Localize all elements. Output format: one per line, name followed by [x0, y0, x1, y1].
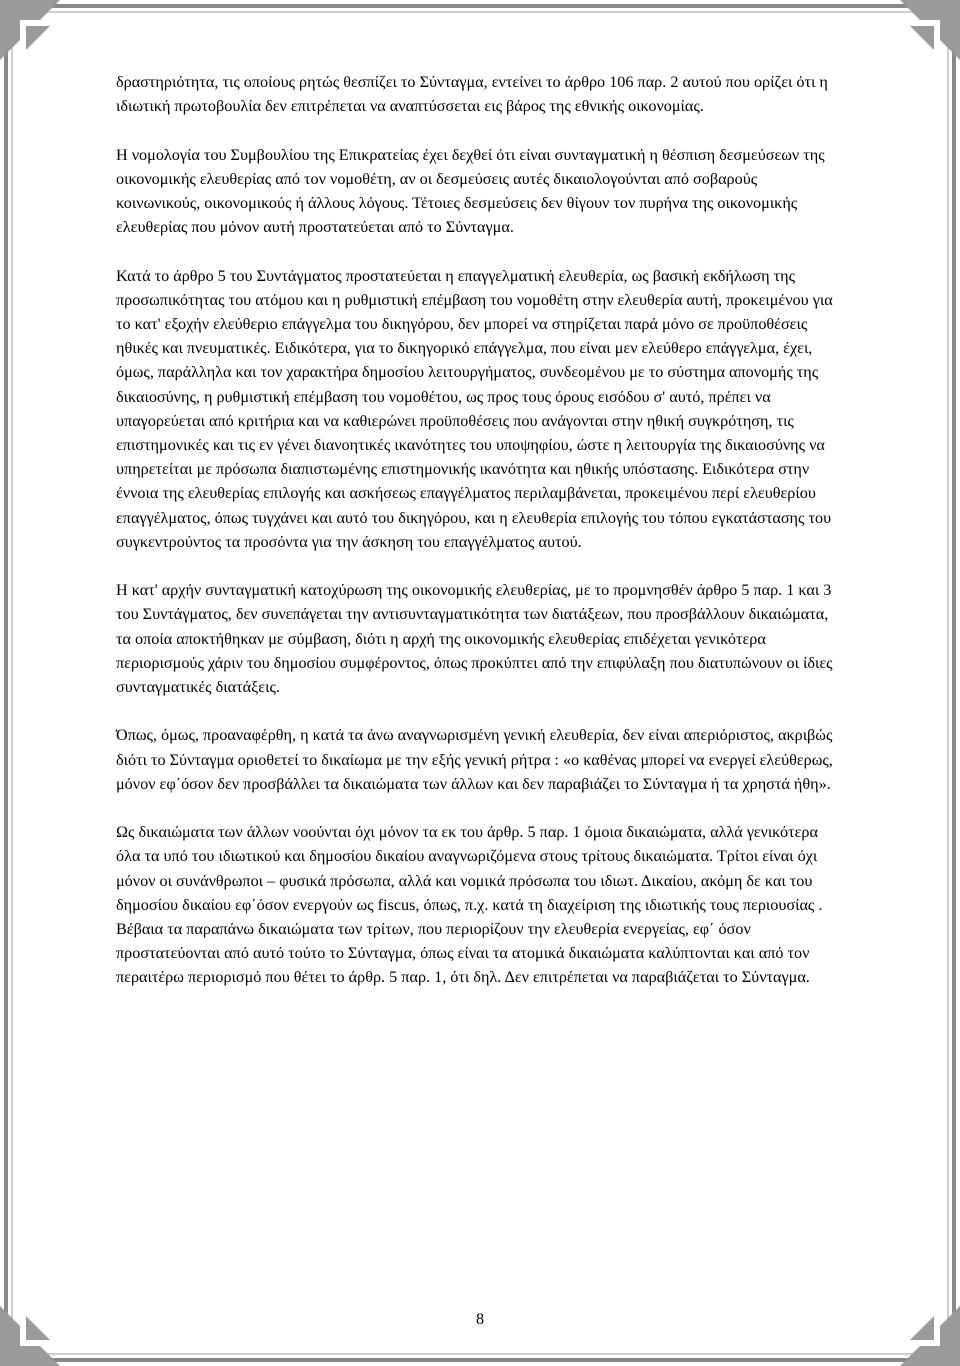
- corner-ornament-top-left: [0, 0, 60, 60]
- page-number: 8: [475, 1310, 485, 1328]
- paragraph-1: δραστηριότητα, τις οποίους ρητώς θεσπίζει το Σύνταγμα, εντείνει το άρθρο 106 παρ. 2 αυτού που ορίζει ότι η ιδιωτική πρωτοβουλία δεν επιτρέπεται να αναπτύσσεται εις βάρος της εθνικής οικονομίας.: [116, 73, 828, 116]
- corner-ornament-top-right: [900, 0, 960, 60]
- paragraph-2: Η νομολογία του Συμβουλίου της Επικρατείας έχει δεχθεί ότι είναι συνταγματική η θέσπιση δεσμεύσεων της οικονομικής ελευθερίας από τον νομοθέτη, αν οι δεσμεύσεις αυτές δικαιολογούνται από σοβαρούς κοινωνικούς, οικονομικούς ή άλλους λόγους. Τέτοιες δεσμεύσεις δεν θίγουν τον πυρήνα της οικονομικής ελευθερίας που μόνον αυτή προστατεύεται από το Σύνταγμα.: [116, 145, 825, 237]
- paragraph-3: Κατά το άρθρο 5 του Συντάγματος προστατεύεται η επαγγελματική ελευθερία, ως βασική εκδήλωση της προσωπικότητας του ατόμου και η ρυθμιστική επέμβαση του νομοθέτη στην ελευθερία αυτή, προκειμένου για το κατ' εξοχήν ελεύθεριο επάγγελμα του δικηγόρου, δεν μπορεί να στηρίζεται παρά μόνο σε προϋποθέσεις ηθικές και πνευματικές. Ειδικότερα, για το δικηγορικό επάγγελμα, που είναι μεν ελεύθερο επάγγελμα, έχει, όμως, παράλληλα και τον χαρακτήρα δημοσίου λειτουργήματος, συνδεομένου με το σύστημα απονομής της δικαιοσύνης, η ρυθμιστική επέμβαση του νομοθέτου, ως προς τους όρους εισόδου σ' αυτό, πρέπει να υπαγορεύεται από κριτήρια και να καθιερώνει προϋποθέσεις που ανάγονται στην ηθική συγκρότηση, τις επιστημονικές και τις εν γένει διανοητικές ικανότητες του υποψηφίου, ώστε η λειτουργία της δικαιοσύνης να υπηρετείται με πρόσωπα διαπιστωμένης επιστημονικής ικανότητα και ηθικής υπόστασης. Ειδικότερα στην έννοια της ελευθερίας επιλογής και ασκήσεως επαγγέλματος περιλαμβάνεται, προκειμένου περί ελευθερίου επαγγέλματος, όπως τυγχάνει και αυτό του δικηγόρου, και η ελευθερία επιλογής του τόπου εγκατάστασης του συγκεντρούντος τα προσόντα για την άσκηση του επαγγέλματος αυτού.: [116, 266, 833, 551]
- paragraph-4: Η κατ' αρχήν συνταγματική κατοχύρωση της οικονομικής ελευθερίας, με το προμνησθέν άρθρο 5 παρ. 1 και 3 του Συντάγματος, δεν συνεπάγεται την αντισυνταγματικότητα των διατάξεων, που προσβάλλουν δικαιώματα, τα οποία αποκτήθηκαν με σύμβαση, διότι η αρχή της οικονομικής ελευθερίας επιδέχεται γενικότερα περιορισμούς χάριν του δημοσίου συμφέροντος, όπως προκύπτει από την επιφύλαξη που διατυπώνουν οι ίδιες συνταγματικές διατάξεις.: [116, 581, 833, 697]
- document-body: [116, 70, 844, 1014]
- paragraph-5: Όπως, όμως, προαναφέρθη, η κατά τα άνω αναγνωρισμένη γενική ελευθερία, δεν είναι απεριόριστος, ακριβώς διότι το Σύνταγμα οριοθετεί το δικαίωμα με την εξής γενική ρήτρα : «ο καθένας μπορεί να ενεργεί ελεύθερως, μόνον εφ΄όσον δεν προσβάλλει τα δικαιώματα των άλλων και δεν παραβιάζει το Σύνταγμα ή τα χρηστά ήθη».: [116, 726, 833, 793]
- paragraph-6: Ως δικαιώματα των άλλων νοούνται όχι μόνον τα εκ του άρθρ. 5 παρ. 1 όμοια δικαιώματα, αλλά γενικότερα όλα τα υπό του ιδιωτικού και δημοσίου δικαίου αναγνωριζόμενα στους τρίτους δικαιώματα. Τρίτοι είναι όχι μόνον οι συνάνθρωποι – φυσικά πρόσωπα, αλλά και νομικά πρόσωπα του ιδιωτ. Δικαίου, ακόμη δε και του δημοσίου δικαίου εφ΄όσον ενεργούν ως fiscus, όπως, π.χ. κατά τη διαχείριση της ιδιωτικής τους περιουσίας . Βέβαια τα παραπάνω δικαιώματα των τρίτων, που περιορίζουν την ελευθερία ενεργείας, εφ΄ όσον προστατεύονται από αυτό τούτο το Σύνταγμα, όπως είναι τα ατομικά δικαιώματα καλύπτονται και από τον περαιτέρω περιορισμό που θέτει το άρθρ. 5 παρ. 1, ότι δηλ. Δεν επιτρέπεται να παραβιάζεται το Σύνταγμα.: [116, 823, 823, 987]
